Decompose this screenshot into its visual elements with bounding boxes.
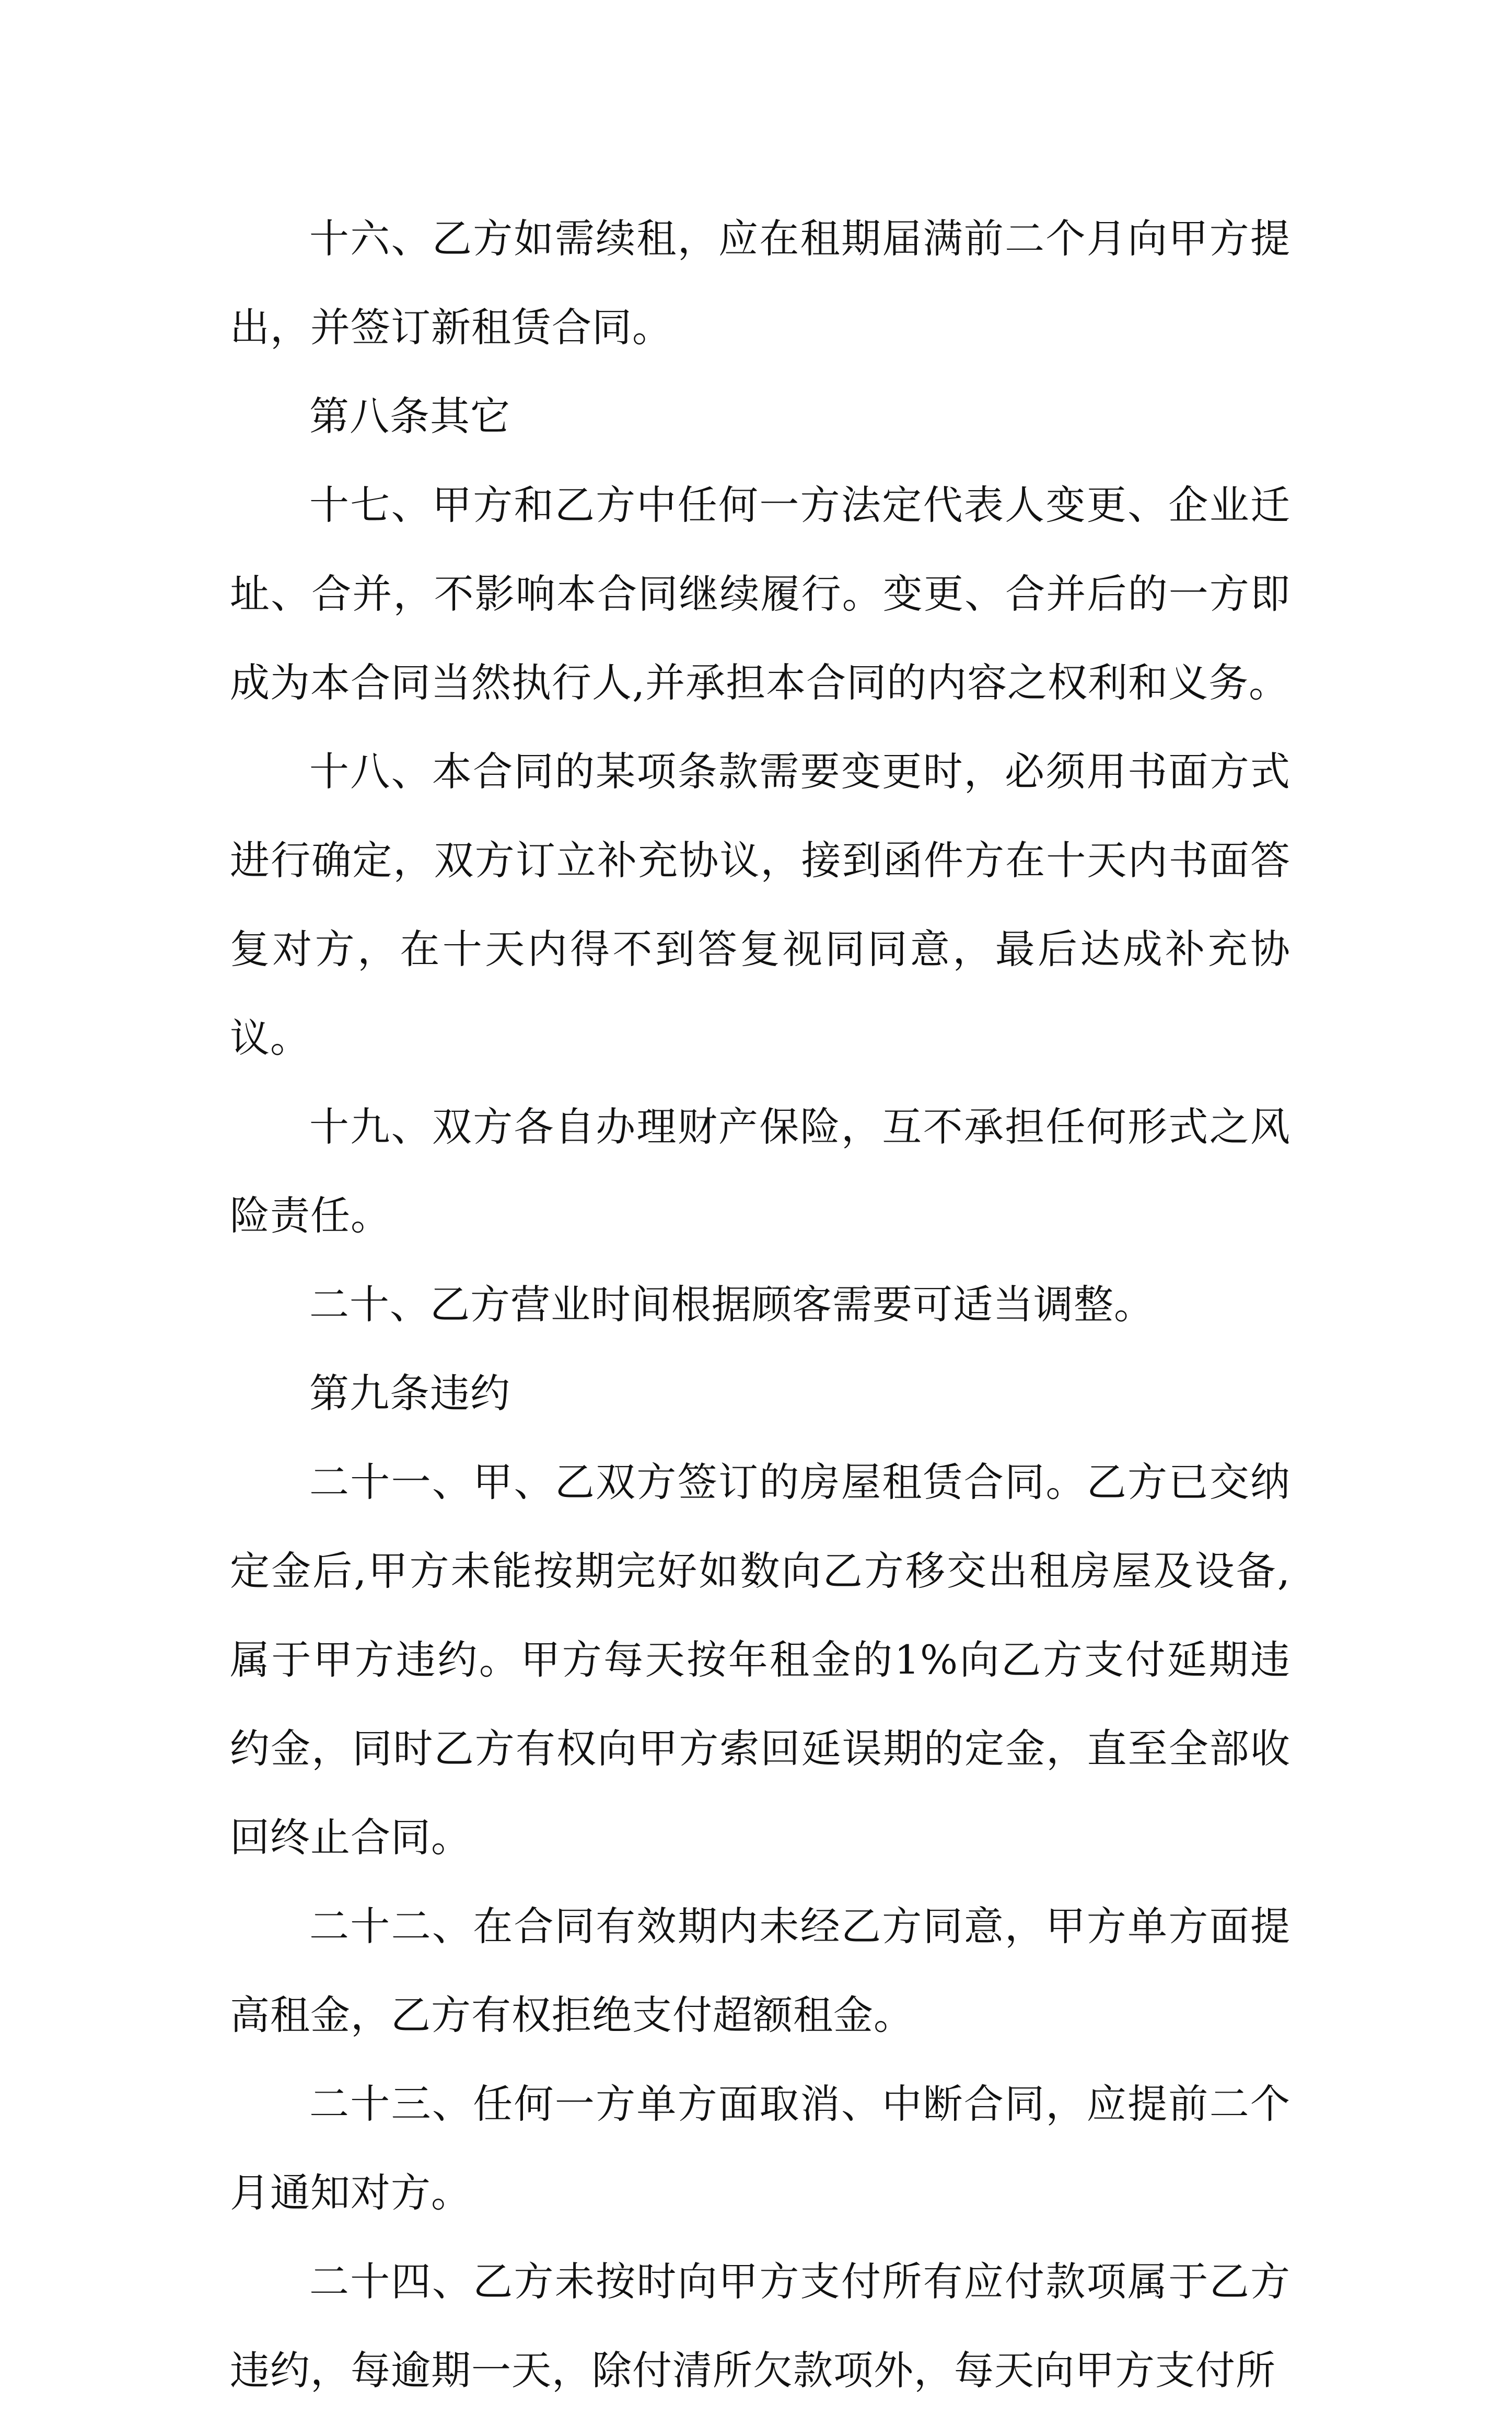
clause-20: 二十、乙方营业时间根据顾客需要可适当调整。 xyxy=(309,1281,1154,1328)
section-heading-article-8: 第八条其它 xyxy=(309,393,510,439)
clause-21: 二十一、甲、乙双方签订的房屋租赁合同。乙方已交纳定金后,甲方未能按期完好如数向乙方移交出租房屋及设备,属于甲方违约。甲方每天按年租金的1%向乙方支付延期违约金，同时乙方有权向甲方索回延误期的定金，直至全部收回终止合同。 xyxy=(230,1459,1290,1861)
clause-19: 十九、双方各自办理财产保险，互不承担任何形式之风险责任。 xyxy=(230,1104,1290,1239)
section-heading-article-9: 第九条违约 xyxy=(309,1370,510,1417)
clause-16: 十六、乙方如需续租，应在租期届满前二个月向甲方提出，并签订新租赁合同。 xyxy=(230,215,1290,351)
document-body xyxy=(230,194,1290,2415)
clause-18: 十八、本合同的某项条款需要变更时，必须用书面方式进行确定，双方订立补充协议，接到函件方在十天内书面答复对方，在十天内得不到答复视同同意，最后达成补充协议。 xyxy=(230,748,1290,1061)
clause-24: 二十四、乙方未按时向甲方支付所有应付款项属于乙方违约，每逾期一天，除付清所欠款项外，每天向甲方支付所 xyxy=(230,2258,1290,2394)
clause-17: 十七、甲方和乙方中任何一方法定代表人变更、企业迁址、合并，不影响本合同继续履行。变更、合并后的一方即成为本合同当然执行人,并承担本合同的内容之权利和义务。 xyxy=(230,482,1290,706)
clause-22: 二十二、在合同有效期内未经乙方同意，甲方单方面提高租金，乙方有权拒绝支付超额租金。 xyxy=(230,1903,1290,2038)
clause-23: 二十三、任何一方单方面取消、中断合同，应提前二个月通知对方。 xyxy=(230,2081,1290,2216)
